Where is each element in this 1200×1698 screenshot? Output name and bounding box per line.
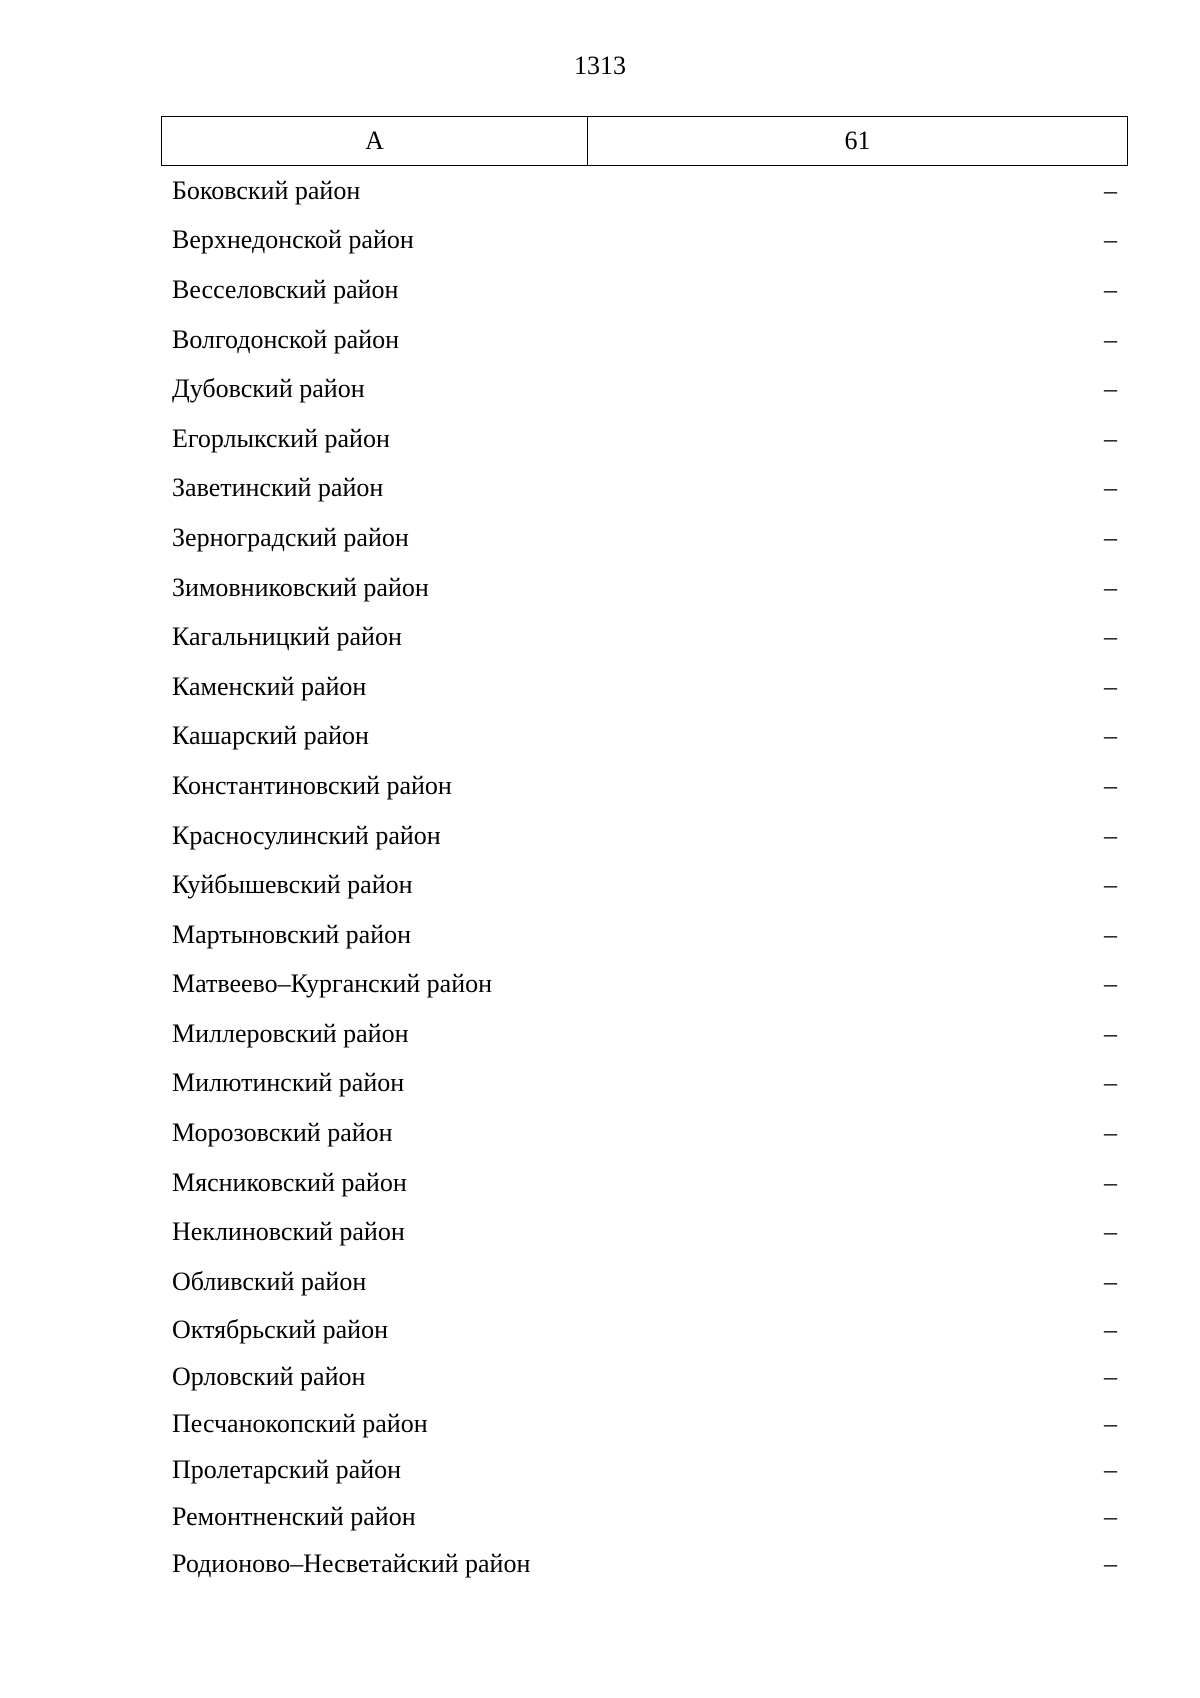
row-label: Верхнедонской район: [172, 225, 414, 255]
row-label: Матвеево–Курганский район: [172, 969, 493, 999]
row-value: –: [1104, 572, 1117, 602]
table-row: [161, 364, 1128, 414]
table-row: [161, 960, 1128, 1010]
row-label: Дубовский район: [172, 374, 365, 404]
row-value: –: [1104, 1118, 1117, 1148]
table-row: [161, 712, 1128, 762]
table-row: [161, 1207, 1128, 1257]
table-row: [161, 761, 1128, 811]
row-value: –: [1104, 1018, 1117, 1048]
row-label: Орловский район: [172, 1361, 366, 1391]
table-row: [161, 910, 1128, 960]
table-row: [161, 1541, 1128, 1588]
table-row: [161, 563, 1128, 613]
row-label: Кашарский район: [172, 721, 369, 751]
row-label: Зерноградский район: [172, 522, 409, 552]
row-label: Егорлыкский район: [172, 423, 390, 453]
row-value: –: [1104, 1361, 1117, 1391]
row-value: –: [1104, 1266, 1117, 1296]
row-label: Пролетарский район: [172, 1455, 402, 1485]
row-value: –: [1104, 1315, 1117, 1345]
table-row: [161, 1158, 1128, 1208]
row-value: –: [1104, 225, 1117, 255]
row-value: –: [1104, 820, 1117, 850]
row-value: –: [1104, 770, 1117, 800]
row-label: Мясниковский район: [172, 1167, 407, 1197]
row-label: Зимовниковский район: [172, 572, 429, 602]
table-row: [161, 811, 1128, 861]
row-value: –: [1104, 1549, 1117, 1579]
row-value: –: [1104, 671, 1117, 701]
row-value: –: [1104, 374, 1117, 404]
row-label: Волгодонской район: [172, 324, 400, 354]
table-header: [161, 116, 1128, 166]
row-value: –: [1104, 324, 1117, 354]
row-value: –: [1104, 473, 1117, 503]
row-value: –: [1104, 721, 1117, 751]
row-label: Константиновский район: [172, 770, 452, 800]
table-row: [161, 860, 1128, 910]
table-row: [161, 1059, 1128, 1109]
table-row: [161, 414, 1128, 464]
row-label: Милютинский район: [172, 1068, 405, 1098]
table-row: [161, 1257, 1128, 1307]
table-row: [161, 1009, 1128, 1059]
table-row: [161, 166, 1128, 216]
table-row: [161, 216, 1128, 266]
table-row: [161, 662, 1128, 712]
table-row: [161, 265, 1128, 315]
table-row: [161, 1353, 1128, 1400]
row-label: Ремонтненский район: [172, 1502, 416, 1532]
row-label: Каменский район: [172, 671, 367, 701]
row-value: –: [1104, 1455, 1117, 1485]
table-row: [161, 464, 1128, 514]
row-value: –: [1104, 1217, 1117, 1247]
row-label: Мартыновский район: [172, 919, 412, 949]
row-value: –: [1104, 1068, 1117, 1098]
row-value: –: [1104, 175, 1117, 205]
header-cell-61: 61: [844, 126, 871, 155]
row-value: –: [1104, 423, 1117, 453]
table-row: [161, 1494, 1128, 1541]
table-body: [161, 166, 1128, 1587]
row-value: –: [1104, 274, 1117, 304]
row-value: –: [1104, 622, 1117, 652]
row-label: Неклиновский район: [172, 1217, 405, 1247]
table-row: [161, 1400, 1128, 1447]
row-label: Родионово–Несветайский район: [172, 1549, 531, 1579]
row-label: Боковский район: [172, 175, 361, 205]
table-row: [161, 1447, 1128, 1494]
table-row: [161, 1108, 1128, 1158]
row-value: –: [1104, 969, 1117, 999]
table-row: [161, 1307, 1128, 1354]
row-value: –: [1104, 919, 1117, 949]
row-value: –: [1104, 870, 1117, 900]
row-value: –: [1104, 1408, 1117, 1438]
table-row: [161, 612, 1128, 662]
row-label: Октябрьский район: [172, 1315, 388, 1345]
row-label: Весселовский район: [172, 274, 399, 304]
page-number: 1313: [574, 51, 626, 80]
row-label: Обливский район: [172, 1266, 367, 1296]
row-value: –: [1104, 522, 1117, 552]
row-label: Кагальницкий район: [172, 622, 402, 652]
row-label: Красносулинский район: [172, 820, 441, 850]
row-label: Миллеровский район: [172, 1018, 409, 1048]
table-row: [161, 513, 1128, 563]
row-value: –: [1104, 1502, 1117, 1532]
row-label: Заветинский район: [172, 473, 384, 503]
table-row: [161, 315, 1128, 365]
row-value: –: [1104, 1167, 1117, 1197]
row-label: Морозовский район: [172, 1118, 393, 1148]
row-label: Песчанокопский район: [172, 1408, 428, 1438]
row-label: Куйбышевский район: [172, 870, 413, 900]
header-cell-a: А: [162, 117, 588, 165]
